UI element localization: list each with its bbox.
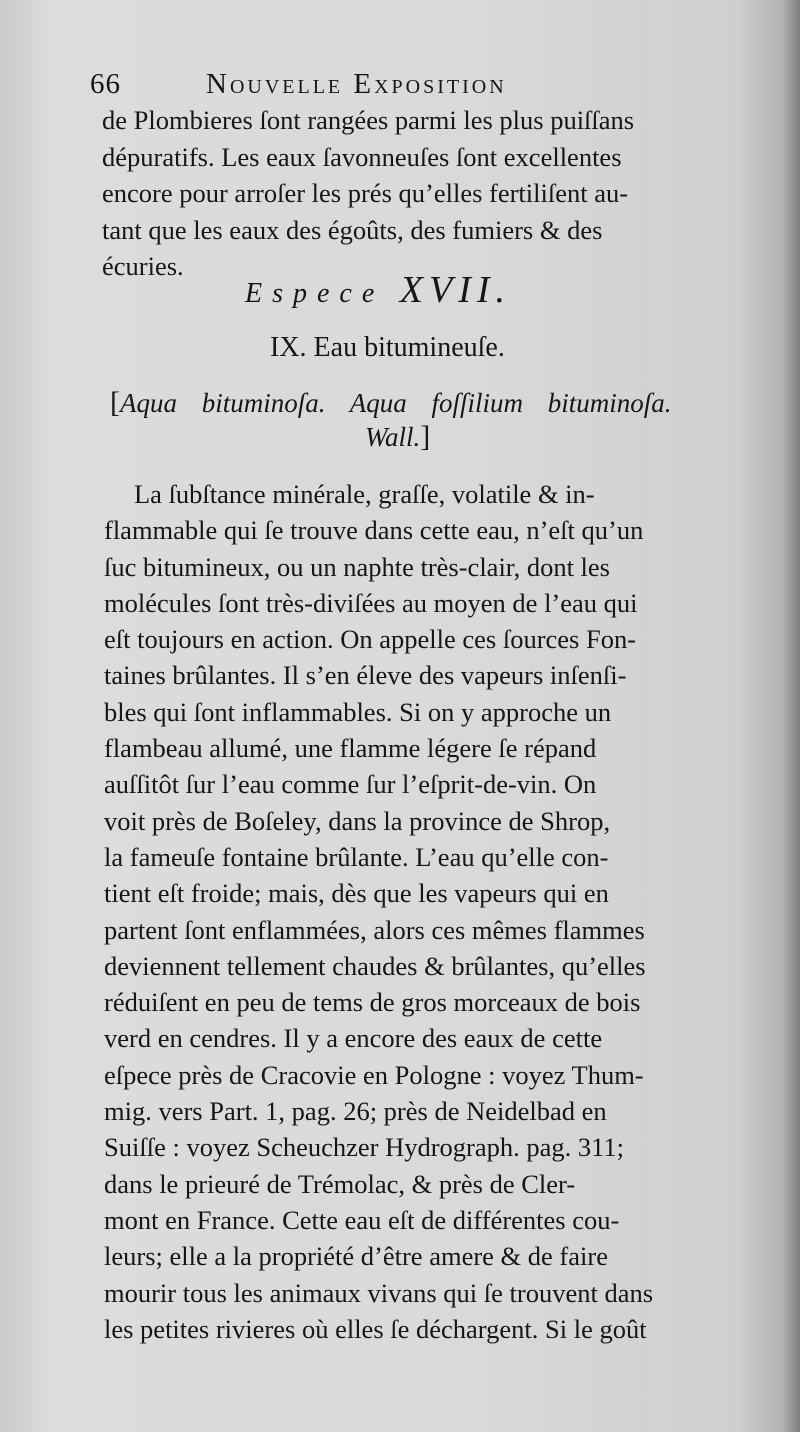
text-line: leurs; elle a la propriété d’être amere & de faire	[104, 1241, 608, 1272]
latin-author: Wall.	[365, 422, 421, 452]
text-line: flammable qui ſe trouve dans cette eau, n’eſt qu’un	[104, 515, 644, 546]
section-label: Espece	[245, 278, 385, 309]
text-line: flambeau allumé, une flamme légere ſe répand	[104, 733, 597, 764]
text-line: la fameuſe fontaine brûlante. L’eau qu’elle con-	[104, 841, 609, 872]
text-line: écuries.	[102, 251, 184, 281]
text-line: mont en France. Cette eau eſt de différentes cou-	[104, 1204, 620, 1235]
intro-text	[102, 102, 734, 285]
open-bracket: [	[110, 386, 120, 419]
close-bracket: ]	[420, 420, 431, 453]
section-heading	[245, 268, 511, 312]
text-line: eſpece près de Cracovie en Pologne : voyez Thum-	[104, 1059, 644, 1090]
main-paragraph	[104, 476, 740, 1347]
text-line: mig. vers Part. 1, pag. 26; près de Neidelbad en	[104, 1096, 607, 1127]
text-line: ſuc bitumineux, ou un naphte très-clair, dont les	[104, 551, 610, 582]
latin-line-2	[110, 420, 740, 454]
text-line: auſſitôt ſur l’eau comme ſur l’eſprit-de-vin. On	[104, 769, 597, 800]
text-line: partent ſont enflammées, alors ces mêmes flammes	[104, 914, 645, 945]
text-line: La ſubſtance minérale, graſſe, volatile & in-	[134, 479, 595, 509]
section-number: XVII.	[399, 269, 512, 311]
text-line: encore pour arroſer les prés qu’elles fertiliſent au-	[102, 178, 629, 208]
subsection-heading: IX. Eau bitumineuſe.	[270, 332, 505, 363]
text-line: verd en cendres. Il y a encore des eaux de cette	[104, 1023, 603, 1054]
text-line: réduiſent en peu de tems de gros morceaux de bois	[104, 987, 641, 1018]
latin-synonym	[110, 386, 740, 454]
text-line: les petites rivieres où elles ſe déchargent. Si le goût	[104, 1313, 647, 1344]
running-title: Nouvelle Exposition	[206, 68, 507, 100]
text-line: bles qui ſont inflammables. Si on y approche un	[104, 696, 612, 727]
text-line: tient eſt froide; mais, dès que les vapeurs qui en	[104, 878, 609, 909]
text-line: eſt toujours en action. On appelle ces ſources Fon-	[104, 624, 637, 655]
text-line: voit près de Boſeley, dans la province de Shrop,	[104, 805, 611, 836]
text-line: molécules ſont très-diviſées au moyen de l’eau qui	[104, 587, 638, 618]
text-line: deviennent tellement chaudes & brûlantes, qu’elles	[104, 950, 646, 981]
text-line: Suiſſe : voyez Scheuchzer Hydrograph. pag. 311;	[104, 1132, 625, 1163]
text-line: de Plombieres ſont rangées parmi les plus puiſſans	[102, 105, 635, 135]
text-line: dépuratifs. Les eaux ſavonneuſes ſont excellentes	[102, 141, 622, 172]
text-line: dans le prieuré de Trémolac, & près de Cler-	[104, 1168, 576, 1199]
text-line: tant que les eaux des égoûts, des fumiers & des	[102, 214, 603, 245]
page-number: 66	[90, 68, 121, 100]
text-line: taines brûlantes. Il s’en éleve des vapeurs inſenſi-	[104, 660, 627, 691]
text-line: mourir tous les animaux vivans qui ſe trouvent dans	[104, 1277, 654, 1308]
latin-line-1	[110, 386, 740, 420]
latin-text: Aqua bituminoſa. Aqua foſſilium bituminoſa.	[120, 388, 672, 418]
page-edge-shadow	[782, 0, 800, 1432]
